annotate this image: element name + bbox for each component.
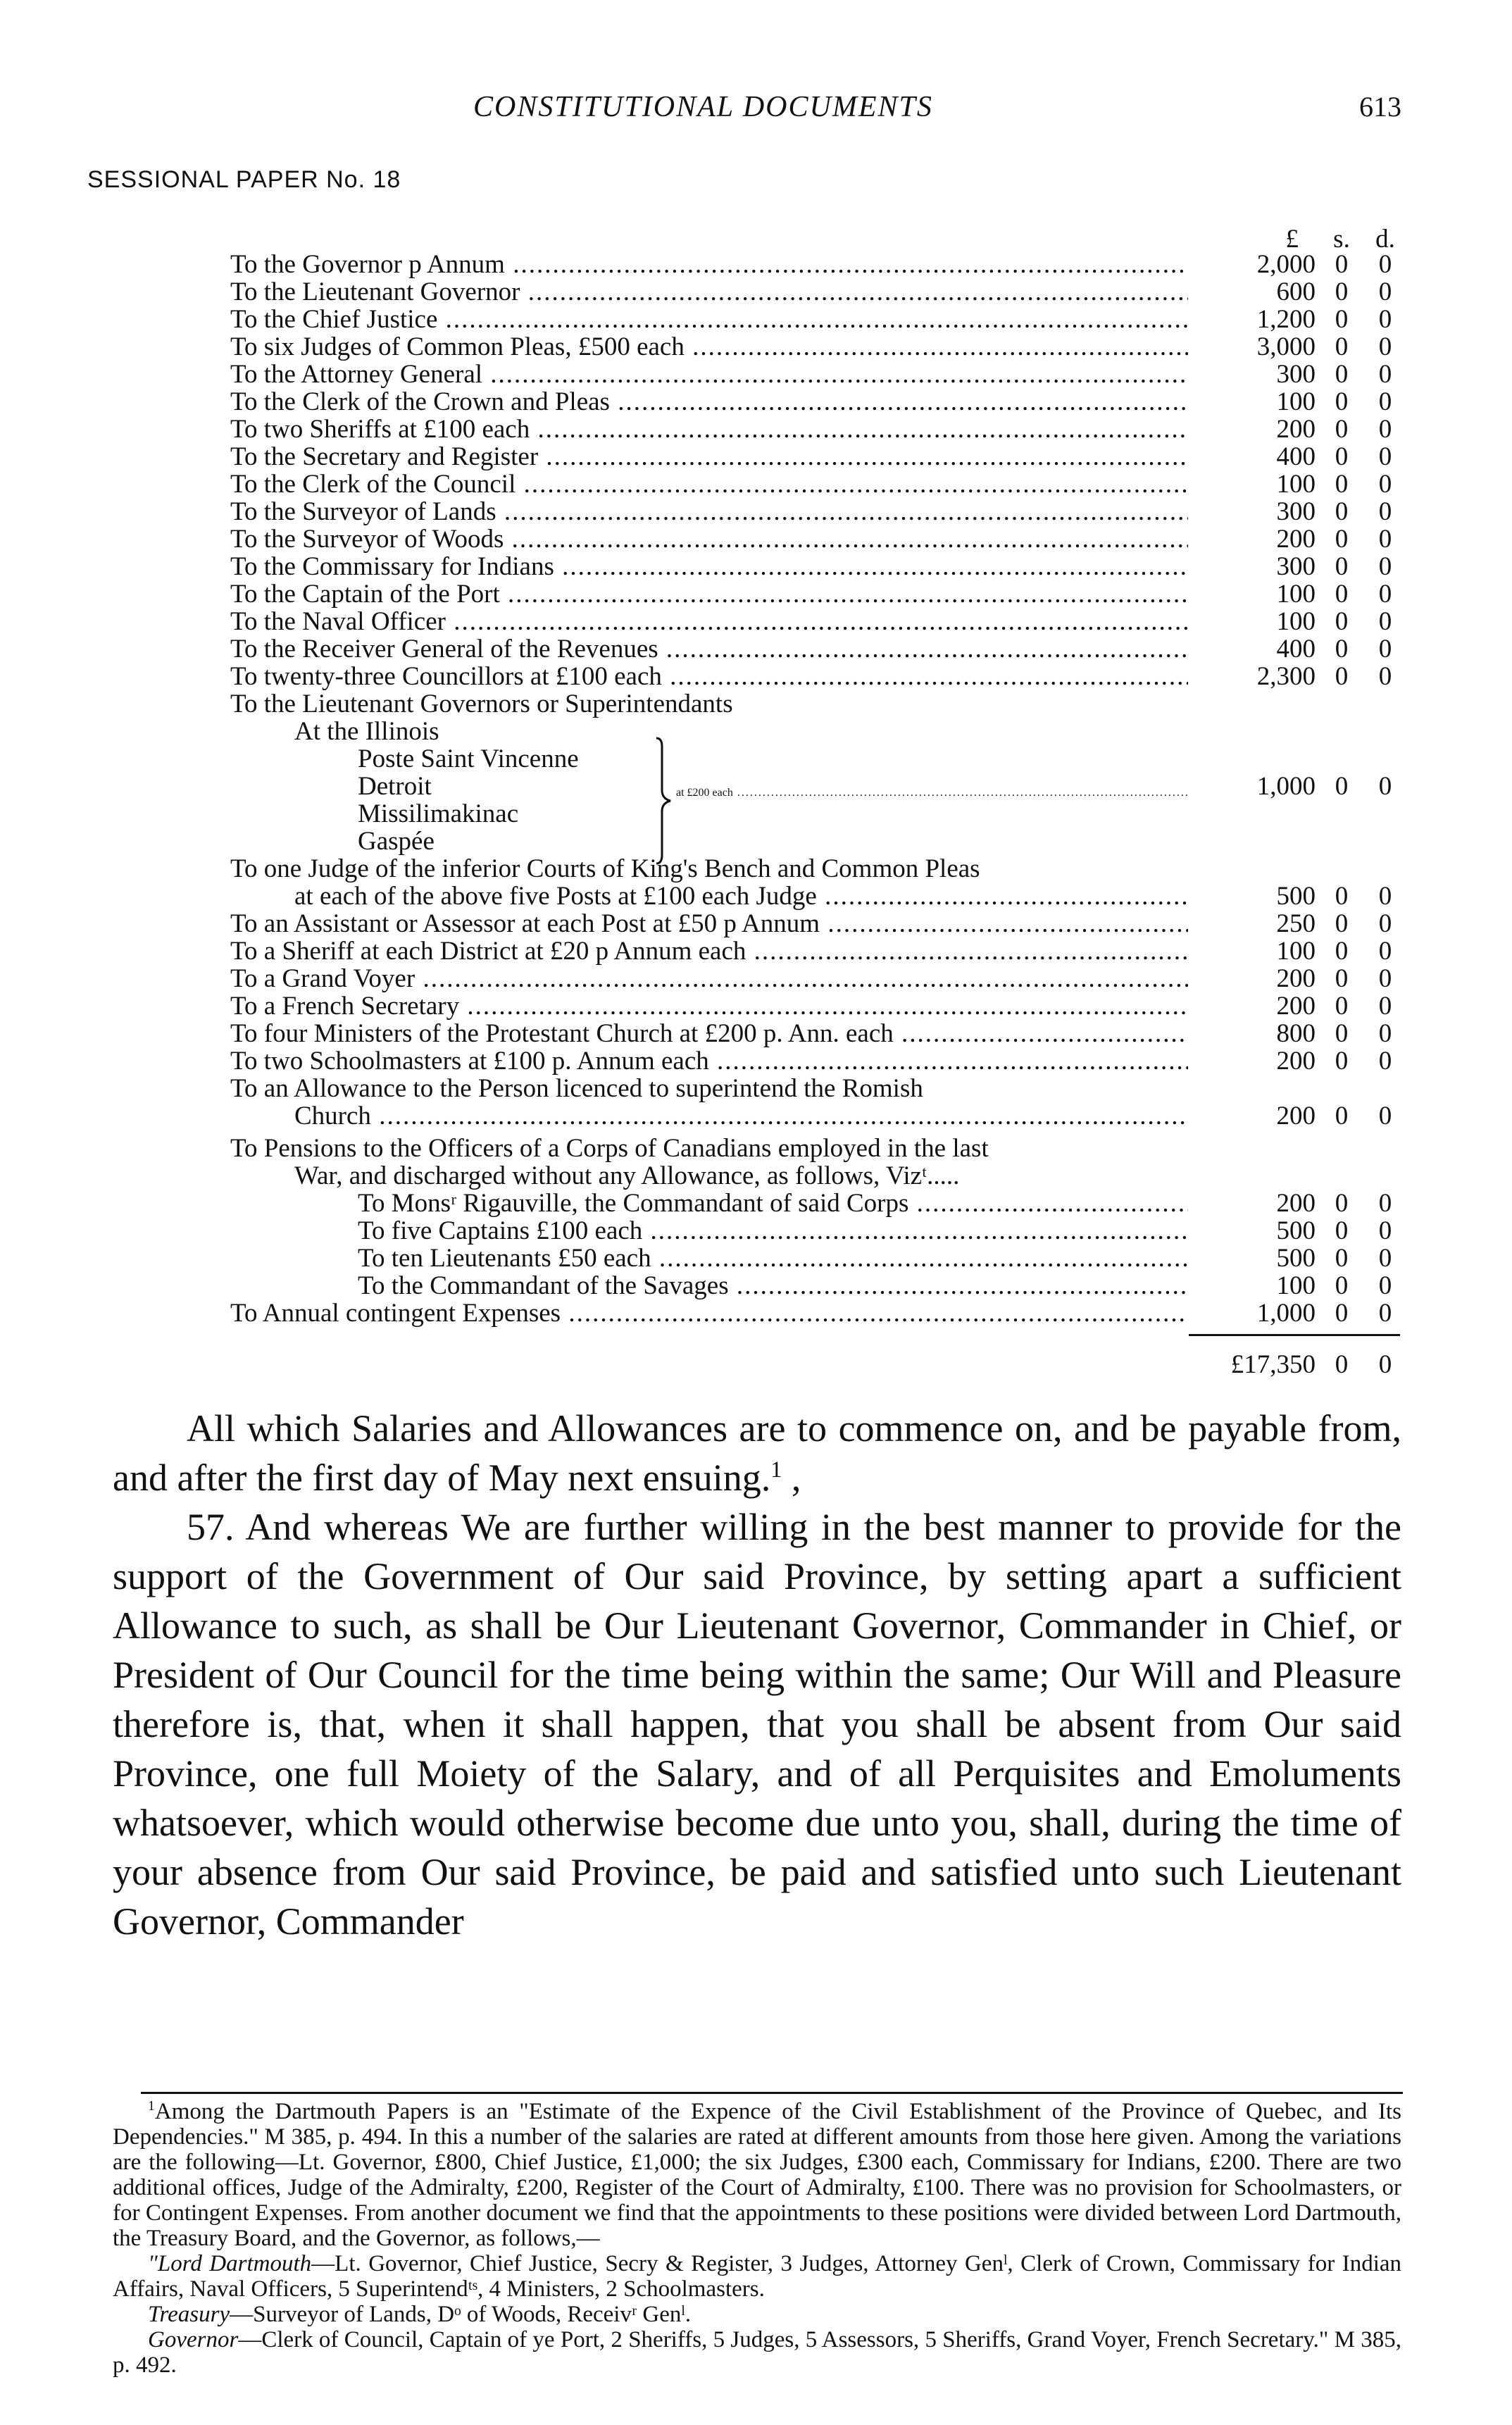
table-row [0, 1217, 1512, 1245]
table-row [0, 580, 1512, 609]
row-shillings: 0 [1335, 937, 1349, 966]
footnote-para [113, 2099, 1401, 2251]
row-pounds: 400 [1276, 635, 1316, 663]
footnote-text: —Lt. Governor, Chief Justice, Secry & Register, 3 Judges, Attorney Genˡ, Clerk of Crown, Commissary for Indian Affairs, Naval Officers, 5 Superintendᵗˢ, 4 Ministers, 2 Schoolmasters. [113, 2251, 1402, 2302]
row-pounds: 400 [1276, 442, 1316, 471]
row-pence: 0 [1378, 1189, 1392, 1218]
posts-rate: at £200 each ..... [676, 787, 1188, 799]
row-pounds: 500 [1276, 882, 1316, 911]
row-pounds: 600 [1276, 278, 1316, 306]
row-label: To six Judges of Common Pleas, £500 each ..... [230, 333, 1188, 361]
row-pounds: 100 [1276, 1271, 1316, 1300]
row-pence: 0 [1378, 305, 1392, 334]
row-pounds: 1,200 [1256, 305, 1316, 334]
row-pounds: 100 [1276, 607, 1316, 636]
row-pence: 0 [1378, 992, 1392, 1021]
row-pence: 0 [1378, 387, 1392, 416]
row-label: To the Clerk of the Crown and Pleas ..... [230, 388, 1188, 416]
row-pence: 0 [1378, 607, 1392, 636]
row-label: To the Clerk of the Council ..... [230, 470, 1188, 499]
table-row [0, 416, 1512, 444]
row-pounds: 3,000 [1256, 332, 1316, 361]
currency-header-row [0, 225, 1512, 254]
page-number: 613 [1359, 91, 1401, 123]
row-pence: 0 [1378, 525, 1392, 554]
row-pounds: 200 [1276, 1189, 1316, 1218]
row-shillings: 0 [1335, 635, 1349, 663]
table-row [0, 306, 1512, 334]
row-pence: 0 [1378, 662, 1392, 691]
table-row [0, 251, 1512, 279]
row-pence: 0 [1378, 497, 1392, 526]
table-row [0, 1047, 1512, 1076]
row-shillings: 0 [1335, 442, 1349, 471]
row-pence: 0 [1378, 415, 1392, 444]
posts-pence: 0 [1378, 772, 1392, 801]
pensions-row [0, 1162, 1512, 1190]
table-row [0, 498, 1512, 526]
row-shillings: 0 [1335, 1299, 1349, 1328]
row-pounds: 300 [1276, 497, 1316, 526]
posts-pounds: 1,000 [1256, 772, 1316, 801]
row-label: To the Governor p Annum ..... [230, 251, 1188, 279]
total-row [0, 1351, 1512, 1379]
row-shillings: 0 [1335, 305, 1349, 334]
posts-brace [654, 737, 675, 865]
judges-line1: To one Judge of the inferior Courts of King's Bench and Common Pleas [230, 855, 980, 883]
table-row [0, 992, 1512, 1021]
footnote-label: "Lord Dartmouth [148, 2251, 312, 2276]
row-label: To two Schoolmasters at £100 p. Annum each ..... [230, 1047, 1188, 1076]
post-row [0, 828, 1512, 856]
total-pounds: £17,350 [1230, 1350, 1316, 1379]
table-row [0, 663, 1512, 691]
romish-row [0, 1102, 1512, 1130]
row-label: To five Captains £100 each ..... [358, 1217, 1188, 1245]
table-row [0, 937, 1512, 966]
table-row [0, 361, 1512, 389]
table-row [0, 1190, 1512, 1218]
romish-row [0, 1075, 1512, 1103]
row-shillings: 0 [1335, 580, 1349, 609]
row-label: To the Commandant of the Savages ..... [358, 1272, 1188, 1300]
post-illinois: At the Illinois [294, 718, 439, 746]
romish-line2: Church ..... [294, 1102, 1188, 1130]
row-shillings: 0 [1335, 1189, 1349, 1218]
row-pounds: 2,300 [1256, 662, 1316, 691]
row-pounds: 200 [1276, 525, 1316, 554]
posts-intro: To the Lieutenant Governors or Superintendants [230, 690, 733, 718]
table-row [0, 388, 1512, 416]
row-label: To a Sheriff at each District at £20 p Annum each ..... [230, 937, 1188, 966]
row-pence: 0 [1378, 1271, 1392, 1300]
row-shillings: 0 [1335, 250, 1349, 279]
paragraph-tail: , [782, 1457, 801, 1499]
footnote-label: Treasury [148, 2302, 230, 2327]
row-pence: 0 [1378, 1299, 1392, 1328]
row-pounds: 800 [1276, 1019, 1316, 1048]
row-label: To a Grand Voyer ..... [230, 965, 1188, 993]
footnote-para [113, 2251, 1401, 2302]
table-row [0, 1299, 1512, 1328]
row-shillings: 0 [1335, 992, 1349, 1021]
running-header [0, 90, 1512, 132]
total-rule [1189, 1334, 1400, 1336]
romish-line1: To an Allowance to the Person licenced to superintend the Romish [230, 1075, 923, 1103]
pensions-row [0, 1135, 1512, 1163]
pounds-header: £ [1285, 225, 1299, 254]
footnote-para [113, 2327, 1401, 2378]
row-shillings: 0 [1335, 525, 1349, 554]
row-pence: 0 [1378, 1019, 1392, 1048]
row-pounds: 250 [1276, 909, 1316, 938]
row-label: To the Commissary for Indians ..... [230, 553, 1188, 581]
row-pence: 0 [1378, 964, 1392, 993]
table-row [0, 278, 1512, 306]
row-shillings: 0 [1335, 1047, 1349, 1076]
row-label: To twenty-three Councillors at £100 each ..... [230, 663, 1188, 691]
post-name: Missilimakinac [358, 800, 519, 828]
row-shillings: 0 [1335, 278, 1349, 306]
row-pounds: 200 [1276, 1102, 1316, 1130]
row-shillings: 0 [1335, 964, 1349, 993]
footnote-label: Governor [148, 2327, 239, 2352]
row-label: To the Captain of the Port ..... [230, 580, 1188, 609]
row-label: To two Sheriffs at £100 each ..... [230, 416, 1188, 444]
row-pounds: 100 [1276, 937, 1316, 966]
table-row [0, 553, 1512, 581]
row-label: To the Surveyor of Lands ..... [230, 498, 1188, 526]
row-label: To ten Lieutenants £50 each ..... [358, 1245, 1188, 1273]
row-pence: 0 [1378, 1216, 1392, 1245]
table-row [0, 608, 1512, 636]
row-pence: 0 [1378, 937, 1392, 966]
row-label: To the Lieutenant Governor ..... [230, 278, 1188, 306]
total-pence: 0 [1378, 1350, 1392, 1379]
row-pence: 0 [1378, 635, 1392, 663]
paragraph [113, 1404, 1401, 1502]
row-pounds: 1,000 [1256, 1299, 1316, 1328]
row-shillings: 0 [1335, 882, 1349, 911]
row-label: To four Ministers of the Protestant Church at £200 p. Ann. each ..... [230, 1020, 1188, 1048]
row-label: To an Assistant or Assessor at each Post at £50 p Annum ..... [230, 910, 1188, 938]
row-pounds: 500 [1276, 1216, 1316, 1245]
row-shillings: 0 [1335, 1216, 1349, 1245]
judges-row [0, 883, 1512, 911]
row-pence: 0 [1378, 1244, 1392, 1273]
footnote-marker: 1 [148, 2098, 155, 2114]
judges-line2: at each of the above five Posts at £100 each Judge ..... [294, 883, 1188, 911]
row-pence: 0 [1378, 580, 1392, 609]
footnote-para [113, 2302, 1401, 2327]
row-label: To the Attorney General ..... [230, 361, 1188, 389]
row-shillings: 0 [1335, 415, 1349, 444]
row-pounds: 100 [1276, 470, 1316, 499]
pence-header: d. [1375, 225, 1395, 254]
row-pounds: 300 [1276, 552, 1316, 581]
footnote-text: —Clerk of Council, Captain of ye Port, 2 Sheriffs, 5 Judges, 5 Assessors, 5 Sheriffs, Grand Voyer, French Secretary." M 385, p. 492. [113, 2327, 1401, 2378]
row-pounds: 200 [1276, 1047, 1316, 1076]
pensions-line2: War, and discharged without any Allowance, as follows, Vizᵗ..... [294, 1162, 960, 1190]
row-pence: 0 [1378, 250, 1392, 279]
row-pence: 0 [1378, 909, 1392, 938]
table-row [0, 525, 1512, 554]
row-label: To the Surveyor of Woods ..... [230, 525, 1188, 554]
row-pounds: 2,000 [1256, 250, 1316, 279]
row-shillings: 0 [1335, 332, 1349, 361]
body-text [113, 1404, 1401, 1946]
table-row [0, 1245, 1512, 1273]
table-row [0, 443, 1512, 471]
row-shillings: 0 [1335, 1102, 1349, 1130]
table-row [0, 965, 1512, 993]
row-label: To a French Secretary ..... [230, 992, 1188, 1021]
posts-intro-row [0, 690, 1512, 718]
total-shillings: 0 [1335, 1350, 1349, 1379]
running-title: CONSTITUTIONAL DOCUMENTS [473, 91, 933, 123]
row-pounds: 500 [1276, 1244, 1316, 1273]
table-row [0, 910, 1512, 938]
row-label: To Monsʳ Rigauville, the Commandant of said Corps ..... [358, 1190, 1188, 1218]
row-label: To the Secretary and Register ..... [230, 443, 1188, 471]
row-pence: 0 [1378, 332, 1392, 361]
row-pounds: 100 [1276, 387, 1316, 416]
table-row [0, 1020, 1512, 1048]
judges-row [0, 855, 1512, 883]
row-label: To the Naval Officer ..... [230, 608, 1188, 636]
footnote-text: —Surveyor of Lands, Dᵒ of Woods, Receivʳ Genˡ. [230, 2302, 692, 2327]
row-pounds: 100 [1276, 580, 1316, 609]
footnote-text: Among the Dartmouth Papers is an "Estimate of the Expence of the Civil Establishment of the Province of Quebec, and Its Dependencies." M 385, p. 494. In this a number of the salaries are rated at different amounts from those here given. Among the variations are the following—Lt. Governor, £800, Chief Justice, £1,000; the six Judges, £300 each, Commissary for Indians, £200. There are two additional offices, Judge of the Admiralty, £200, Register of the Court of Admiralty, £100. There was no provision for Schoolmasters, or for Contingent Expenses. From another document we find that the appointments to these positions were divided between Lord Dartmouth, the Treasury Board, and the Governor, as follows,— [113, 2099, 1401, 2251]
table-row [0, 635, 1512, 663]
row-shillings: 0 [1335, 909, 1349, 938]
post-name: Gaspée [358, 828, 435, 856]
row-pence: 0 [1378, 552, 1392, 581]
post-name: Poste Saint Vincenne [358, 745, 579, 773]
table-row [0, 333, 1512, 361]
row-pence: 0 [1378, 360, 1392, 389]
posts-shillings: 0 [1335, 772, 1349, 801]
footnote-rule [141, 2092, 1403, 2094]
table-row [0, 470, 1512, 499]
row-pence: 0 [1378, 1102, 1392, 1130]
row-shillings: 0 [1335, 552, 1349, 581]
row-pence: 0 [1378, 470, 1392, 499]
post-row [0, 800, 1512, 828]
row-shillings: 0 [1335, 387, 1349, 416]
row-pence: 0 [1378, 1047, 1392, 1076]
row-pence: 0 [1378, 278, 1392, 306]
row-pounds: 200 [1276, 992, 1316, 1021]
post-name: Detroit [358, 773, 432, 801]
post-row [0, 745, 1512, 773]
row-label: To Annual contingent Expenses ..... [230, 1299, 1188, 1328]
footnote [113, 2099, 1401, 2378]
row-label: To the Receiver General of the Revenues ..... [230, 635, 1188, 663]
shillings-header: s. [1333, 225, 1350, 254]
row-pence: 0 [1378, 882, 1392, 911]
post-row [0, 718, 1512, 746]
row-pounds: 300 [1276, 360, 1316, 389]
row-shillings: 0 [1335, 470, 1349, 499]
table-row [0, 1272, 1512, 1300]
row-label: To the Chief Justice ..... [230, 306, 1188, 334]
row-shillings: 0 [1335, 1244, 1349, 1273]
row-pence: 0 [1378, 442, 1392, 471]
row-shillings: 0 [1335, 662, 1349, 691]
row-pounds: 200 [1276, 964, 1316, 993]
row-shillings: 0 [1335, 1019, 1349, 1048]
pensions-line1: To Pensions to the Officers of a Corps of Canadians employed in the last [230, 1135, 989, 1163]
sessional-paper-label: SESSIONAL PAPER No. 18 [87, 166, 401, 193]
row-shillings: 0 [1335, 497, 1349, 526]
paragraph-text: All which Salaries and Allowances are to commence on, and be payable from, and after the first day of May next ensuing. [113, 1407, 1401, 1499]
row-shillings: 0 [1335, 360, 1349, 389]
row-shillings: 0 [1335, 607, 1349, 636]
paragraph: 57. And whereas We are further willing in the best manner to provide for the support of the Government of Our said Province, by setting apart a sufficient Allowance to such, as shall be Our Lieutenant Governor, Commander in Chief, or President of Our Council for the time being within the same; Our Will and Pleasure therefore is, that, when it shall happen, that you shall be absent from Our said Province, one full Moiety of the Salary, and of all Perquisites and Emoluments whatsoever, which would otherwise become due unto you, shall, during the time of your absence from Our said Province, be paid and satisfied unto such Lieutenant Governor, Commander [113, 1506, 1401, 1943]
row-shillings: 0 [1335, 1271, 1349, 1300]
footnote-ref: 1 [770, 1457, 782, 1483]
row-pounds: 200 [1276, 415, 1316, 444]
